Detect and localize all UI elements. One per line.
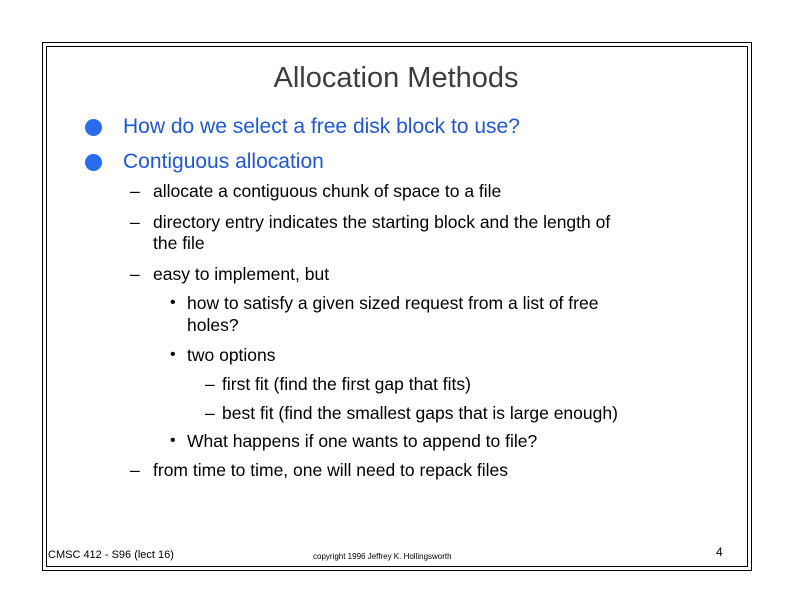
dash-marker: – [205,403,215,423]
dash-marker: – [205,374,215,394]
sub-sub-item-two-options: two options [187,345,276,365]
dash-marker: – [130,460,140,480]
footer-copyright: copyright 1996 Jeffrey K. Hollingsworth [313,552,452,561]
dash-marker: – [130,181,140,201]
footer-course: CMSC 412 - S96 (lect 16) [48,549,174,561]
bullet-marker: • [170,294,176,311]
sub-sub-item-satisfy-cont: holes? [187,315,239,335]
bullet-item-select-block: How do we select a free disk block to use? [123,115,520,138]
bullet-item-contiguous: Contiguous allocation [123,150,324,173]
bullet-dot-icon [85,154,102,171]
sub-item-directory-entry-cont: the file [153,233,205,253]
sub-item-allocate: allocate a contiguous chunk of space to a file [153,181,502,201]
slide-title: Allocation Methods [273,62,519,94]
option-best-fit: best fit (find the smallest gaps that is large enough) [222,403,618,423]
bullet-marker: • [170,346,176,363]
bullet-marker: • [170,432,176,449]
sub-sub-item-satisfy: how to satisfy a given sized request from a list of free [187,293,599,313]
bullet-dot-icon [85,119,102,136]
sub-item-directory-entry: directory entry indicates the starting block and the length of [153,212,611,232]
sub-sub-item-append: What happens if one wants to append to file? [187,431,538,451]
page-number: 4 [716,545,723,559]
sub-item-repack: from time to time, one will need to repack files [153,460,509,480]
dash-marker: – [130,264,140,284]
sub-item-easy: easy to implement, but [153,264,330,284]
option-first-fit: first fit (find the first gap that fits) [222,374,471,394]
dash-marker: – [130,212,140,232]
